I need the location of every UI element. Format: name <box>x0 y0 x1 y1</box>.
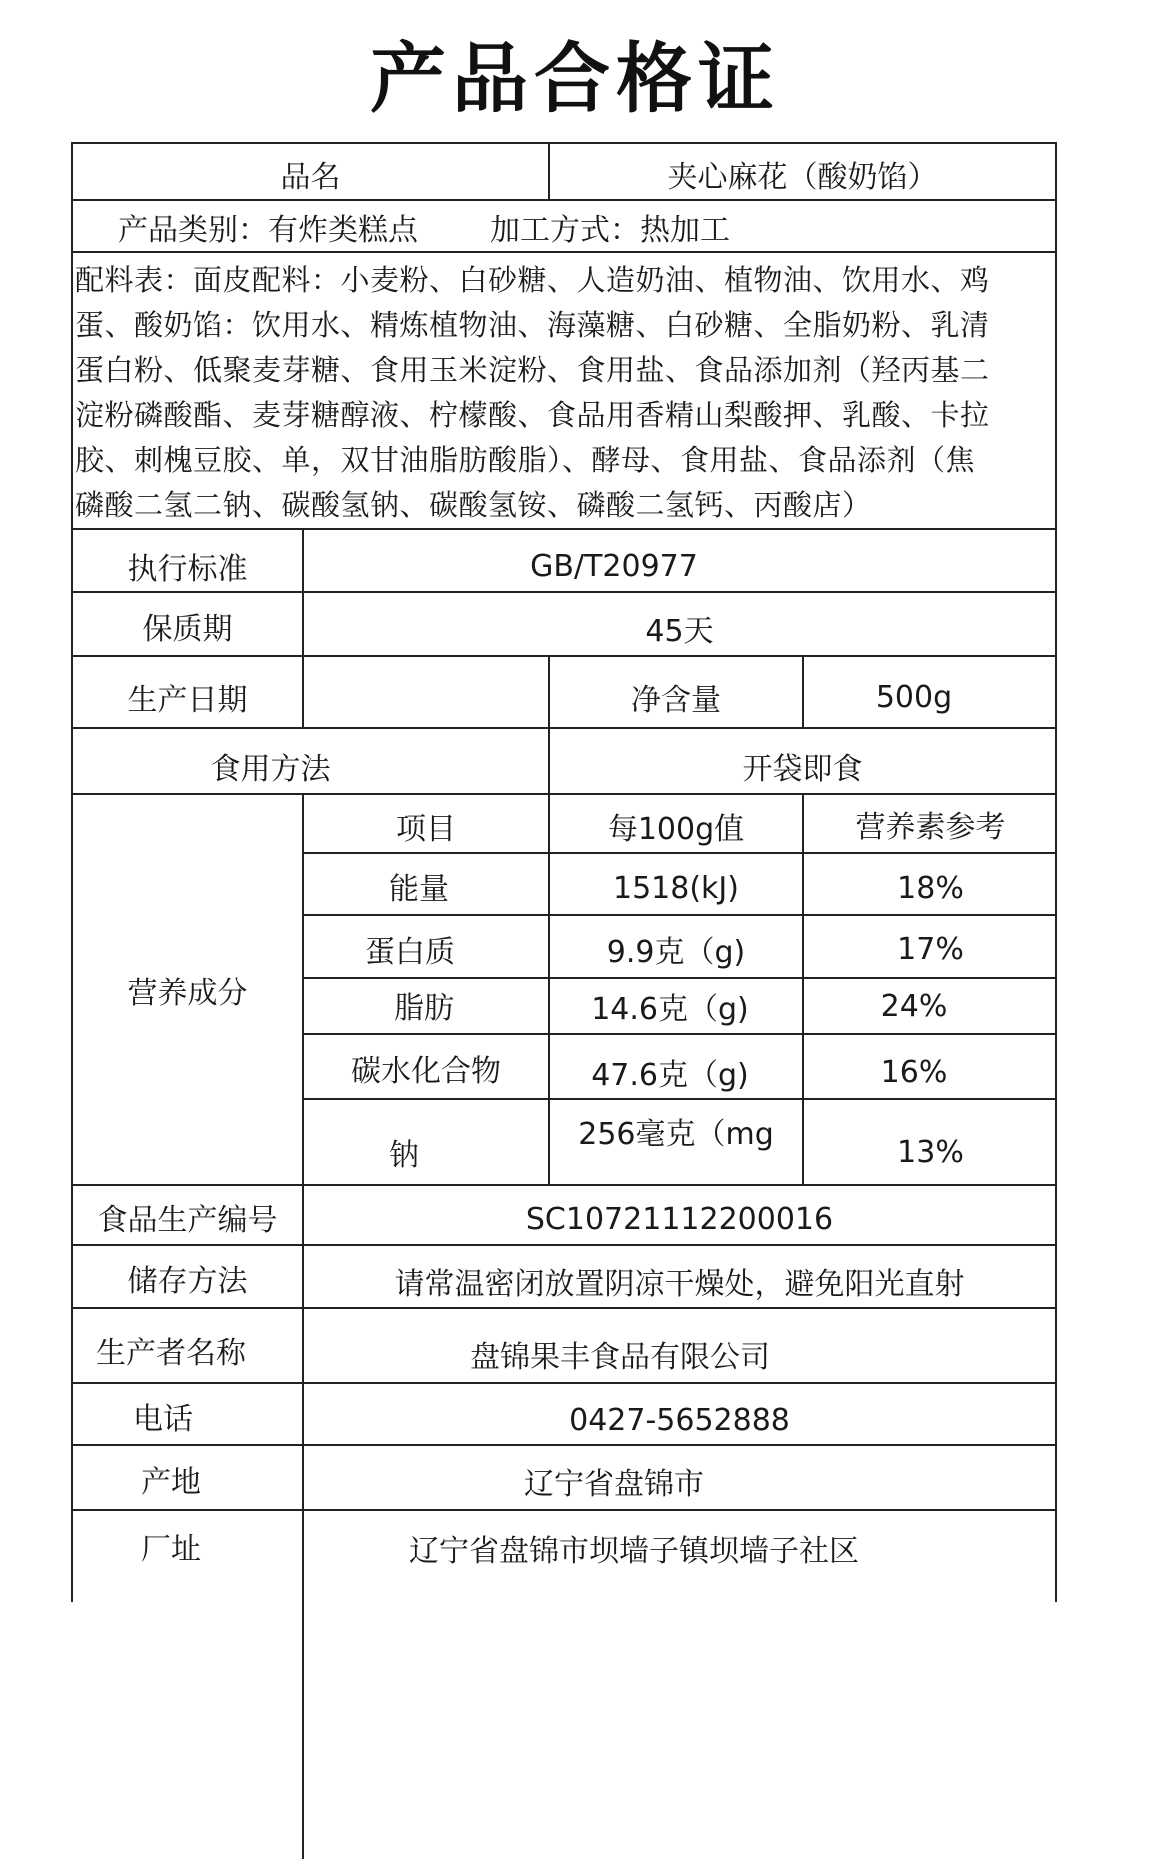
standard-label: 执行标准 <box>127 552 248 587</box>
ingredients-line: 蛋白粉、低聚麦芽糖、食用玉米淀粉、食用盐、食品添加剂（羟丙基二 <box>75 353 990 387</box>
shelf-life-value: 45天 <box>645 614 714 649</box>
ingredients-line: 磷酸二氢二钠、碳酸氢钠、碳酸氢铵、磷酸二氢钙、丙酸店） <box>75 488 872 522</box>
storage-label: 储存方法 <box>127 1264 248 1299</box>
nutrition-nrv: 17% <box>897 931 964 967</box>
product-category: 产品类别：有炸类糕点 <box>118 213 418 248</box>
nutrition-header-item: 项目 <box>396 812 456 847</box>
row-divider <box>71 251 1057 253</box>
nutrition-nrv: 24% <box>880 988 948 1024</box>
phone-value: 0427-5652888 <box>569 1402 790 1438</box>
producer-label: 生产者名称 <box>96 1336 246 1371</box>
nutrition-nrv: 16% <box>880 1054 948 1090</box>
nutrition-nrv: 13% <box>897 1134 964 1170</box>
nutrition-value: 14.6克（g) <box>591 992 749 1027</box>
production-date-value <box>304 665 548 729</box>
nutrition-item: 钠 <box>389 1138 419 1173</box>
phone-label: 电话 <box>133 1402 193 1437</box>
license-label: 食品生产编号 <box>97 1203 278 1238</box>
ingredients-line: 淀粉磷酸酯、麦芽糖醇液、柠檬酸、食品用香精山梨酸押、乳酸、卡拉 <box>75 398 990 432</box>
nutrition-nrv: 18% <box>897 870 964 906</box>
page-title: 产品合格证 <box>370 34 780 123</box>
production-date-label: 生产日期 <box>127 683 248 718</box>
nutrition-item: 脂肪 <box>394 991 454 1026</box>
address-label: 厂址 <box>141 1532 201 1567</box>
origin-value: 辽宁省盘锦市 <box>524 1467 704 1502</box>
nutrition-value: 47.6克（g) <box>591 1058 749 1093</box>
ingredients-line: 胶、刺槐豆胶、单，双甘油脂肪酸脂）、酵母、食用盐、食品添剂（焦 <box>75 443 976 477</box>
nutrition-value: 256毫克（mg <box>578 1117 774 1152</box>
ingredients-list <box>75 258 1050 528</box>
shelf-life-label: 保质期 <box>142 612 233 647</box>
usage-value: 开袋即食 <box>742 752 863 787</box>
net-content-label: 净含量 <box>631 683 721 718</box>
nutrition-header-per100g: 每100g值 <box>607 812 745 847</box>
usage-label: 食用方法 <box>210 752 331 787</box>
product-name-value: 夹心麻花（酸奶馅） <box>667 160 938 195</box>
standard-value: GB/T20977 <box>530 548 698 584</box>
origin-label: 产地 <box>141 1465 201 1500</box>
address-value: 辽宁省盘锦市坝墙子镇坝墙子社区 <box>409 1534 859 1569</box>
nutrition-item: 能量 <box>389 872 449 907</box>
ingredients-line: 配料表：面皮配料：小麦粉、白砂糖、人造奶油、植物油、饮用水、鸡 <box>75 263 990 297</box>
license-value: SC10721112200016 <box>525 1201 834 1237</box>
row-divider <box>71 1184 1057 1186</box>
nutrition-value: 1518(kJ) <box>613 870 739 906</box>
nutrition-label: 营养成分 <box>127 976 248 1011</box>
net-content-value: 500g <box>875 679 953 715</box>
nutrition-header-nrv: 营养素参考 <box>855 810 1006 845</box>
product-name-label: 品名 <box>280 160 341 195</box>
storage-value: 请常温密闭放置阴凉干燥处，避免阳光直射 <box>394 1267 965 1302</box>
nutrition-value: 9.9克（g) <box>606 935 746 970</box>
row-divider <box>71 528 1057 530</box>
producer-value: 盘锦果丰食品有限公司 <box>470 1340 770 1375</box>
processing-method: 加工方式：热加工 <box>490 213 730 248</box>
nutrition-item: 碳水化合物 <box>351 1054 501 1089</box>
nutrition-item: 蛋白质 <box>365 935 455 970</box>
ingredients-line: 蛋、酸奶馅：饮用水、精炼植物油、海藻糖、白砂糖、全脂奶粉、乳清 <box>75 308 990 342</box>
